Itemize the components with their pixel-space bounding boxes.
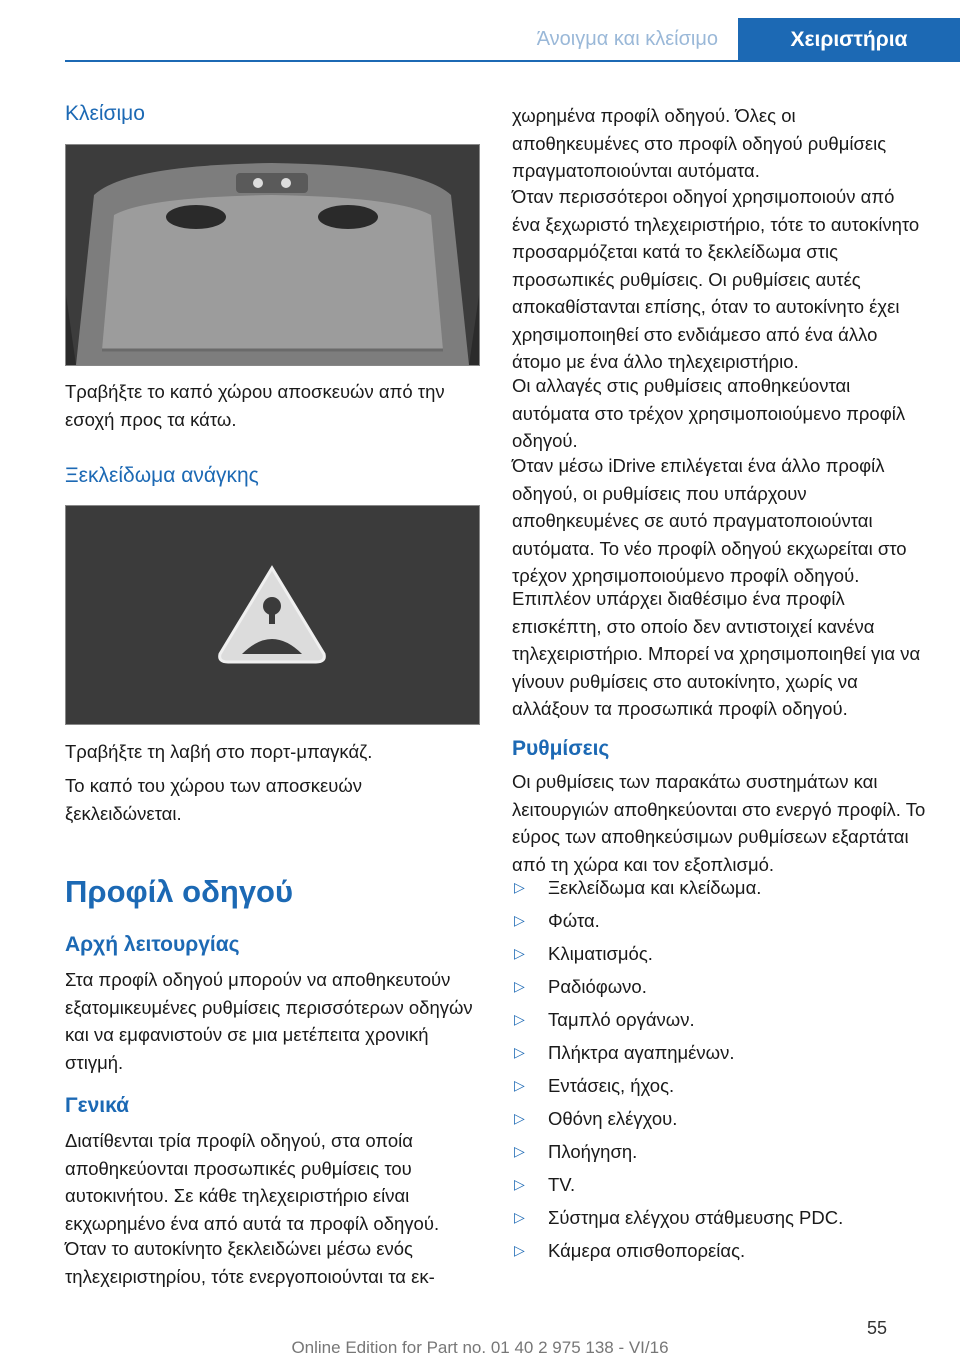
emergency-unlock-heading: Ξεκλείδωμα ανάγκης — [65, 464, 259, 487]
list-item: ▷ Κλιματισμός. — [512, 940, 927, 973]
triangle-bullet-icon: ▷ — [514, 1176, 525, 1192]
list-item: ▷ Ταμπλό οργάνων. — [512, 1006, 927, 1039]
triangle-bullet-icon: ▷ — [514, 912, 525, 928]
guest-profile-text: Επιπλέον υπάρχει διαθέσιμο ένα προφίλ επισκέπτη, στο οποίο δεν αντιστοιχεί κανένα τηλεχειριστήριο. Μπορεί να χρησιμοποιηθεί για να γίνουν ρυθμίσεις στο αυτοκίνητο, χωρίς να αλλάξουν τα προσωπικά προφίλ οδηγού. — [512, 588, 921, 719]
triangle-bullet-icon: ▷ — [514, 1209, 525, 1225]
principle-text: Στα προφίλ οδηγού μπορούν να αποθηκευτούν εξατομικευμένες ρυθμίσεις περισσότερων οδηγών και να εμφανιστούν σε μια μετέπειτα χρονική στιγμή. — [65, 969, 473, 1073]
triangle-bullet-icon: ▷ — [514, 1077, 525, 1093]
header-section-title[interactable]: Άνοιγμα και κλείσιμο — [536, 28, 718, 50]
footer-edition: Online Edition for Part no. 01 40 2 975 138 - VI/16 — [291, 1338, 669, 1357]
triangle-bullet-icon: ▷ — [514, 1110, 525, 1126]
triangle-bullet-icon: ▷ — [514, 1143, 525, 1159]
closing-heading: Κλείσιμο — [65, 102, 145, 125]
list-item: ▷ Πλήκτρα αγαπημένων. — [512, 1039, 927, 1072]
emergency-text-1: Τραβήξτε τη λαβή στο πορτ-μπαγκάζ. — [65, 741, 373, 762]
settings-list — [512, 874, 927, 1270]
trunk-lid-image — [65, 144, 480, 366]
multiple-drivers-text: Όταν περισσότεροι οδηγοί χρησιμοποιούν από ένα ξεχωριστό τηλεχειριστήριο, τότε το αυτοκίνητο προσαρμόζεται κατά το ξεκλείδωμα στις προσωπικές ρυθμίσεις. Οι ρυθμίσεις αυτές αποκαθίστανται επίσης, όταν το αυτοκίνητο έχει χρησιμοποιηθεί στο ενδιάμεσο από ένα άλλο άτομο με ένα άλλο τηλεχειριστήριο. — [512, 186, 920, 372]
principle-heading: Αρχή λειτουργίας — [65, 933, 240, 956]
list-item: ▷ Κάμερα οπισθοπορείας. — [512, 1237, 927, 1270]
header-chapter-tab[interactable]: Χειριστήρια — [738, 18, 960, 62]
list-item: ▷ Οθόνη ελέγχου. — [512, 1105, 927, 1138]
profiles-continued-text: χωρημένα προφίλ οδηγού. Όλες οι αποθηκευμένες στο προφίλ οδηγού ρυθμίσεις πραγματοποιούνται αυτόματα. — [512, 105, 887, 181]
emergency-text-2: Το καπό του χώρου των αποσκευών ξεκλειδώνεται. — [65, 775, 363, 824]
general-heading: Γενικά — [65, 1094, 130, 1117]
list-item: ▷ Πλοήγηση. — [512, 1138, 927, 1171]
settings-heading: Ρυθμίσεις — [512, 737, 610, 760]
emergency-handle-image — [65, 505, 480, 725]
list-item: ▷ TV. — [512, 1171, 927, 1204]
list-item: ▷ Εντάσεις, ήχος. — [512, 1072, 927, 1105]
trunk-lid-illustration — [66, 145, 479, 365]
idrive-profile-text: Όταν μέσω iDrive επιλέγεται ένα άλλο προφίλ οδηγού, οι ρυθμίσεις που υπάρχουν αποθηκευμένες σε αυτό πραγματοποιούνται αυτόματα. Το νέο προφίλ οδηγού εκχωρείται στο τρέχον χρησιμοποιούμενο προφίλ οδηγού. — [512, 455, 907, 586]
list-item: ▷ Ραδιόφωνο. — [512, 973, 927, 1006]
triangle-bullet-icon: ▷ — [514, 879, 525, 895]
triangle-bullet-icon: ▷ — [514, 1011, 525, 1027]
triangle-bullet-icon: ▷ — [514, 1044, 525, 1060]
emergency-handle-illustration — [66, 506, 479, 724]
page-number: 55 — [866, 1318, 887, 1338]
list-item: ▷ Φώτα. — [512, 907, 927, 940]
driver-profiles-heading: Προφίλ οδηγού — [65, 874, 294, 909]
general-text-1: Διατίθενται τρία προφίλ οδηγού, στα οποία αποθηκεύονται προσωπικές ρυθμίσεις του αυτοκινήτου. Σε κάθε τηλεχειριστήριο είναι εκχωρημένο ένα από αυτά τα προφίλ οδηγού. — [65, 1130, 440, 1234]
closing-text: Τραβήξτε το καπό χώρου αποσκευών από την εσοχή προς τα κάτω. — [65, 381, 445, 430]
auto-save-text: Οι αλλαγές στις ρυθμίσεις αποθηκεύονται αυτόματα στο τρέχον χρησιμοποιούμενο προφίλ οδηγού. — [512, 375, 906, 451]
triangle-bullet-icon: ▷ — [514, 945, 525, 961]
triangle-bullet-icon: ▷ — [514, 1242, 525, 1258]
triangle-bullet-icon: ▷ — [514, 978, 525, 994]
list-item: ▷ Ξεκλείδωμα και κλείδωμα. — [512, 874, 927, 907]
settings-text: Οι ρυθμίσεις των παρακάτω συστημάτων και λειτουργιών αποθηκεύονται στο ενεργό προφίλ. Το εύρος των αποθηκεύσιμων ρυθμίσεων εξαρτάται από τη χώρα και τον εξοπλισμό. — [512, 771, 926, 875]
general-text-2: Όταν το αυτοκίνητο ξεκλειδώνει μέσω ενός τηλεχειριστηρίου, τότε ενεργοποιούνται τα εκ- — [65, 1238, 435, 1287]
list-item: ▷ Σύστημα ελέγχου στάθμευσης PDC. — [512, 1204, 927, 1237]
